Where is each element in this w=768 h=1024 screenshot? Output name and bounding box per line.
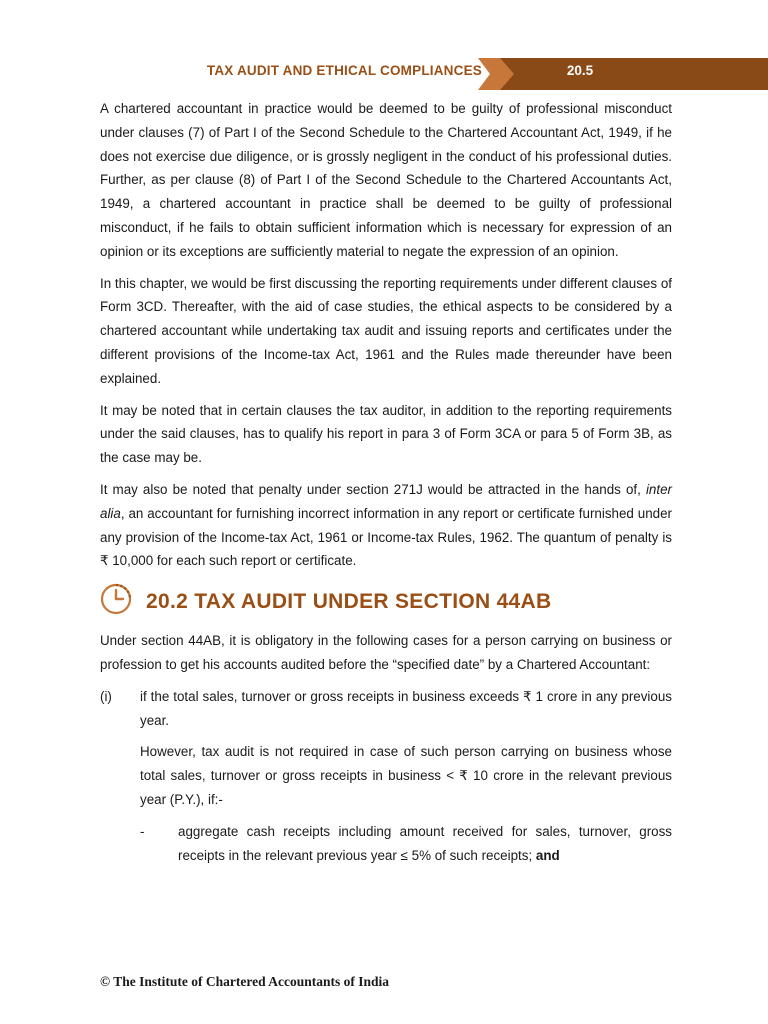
list-item-i [100, 685, 672, 868]
paragraph-penalty [100, 478, 672, 573]
list-label: (i) [100, 688, 112, 704]
page-header [0, 0, 768, 100]
sub-item-body: aggregate cash receipts including amount received for sales, turnover, gross receipts in the relevant previous year ≤ 5% of such receipts; [178, 823, 672, 863]
clock-icon [98, 581, 134, 617]
paragraph-qualification: It may be noted that in certain clauses the tax auditor, in addition to the reporting requirements under the said clauses, has to qualify his report in para 3 of Form 3CA or para 5 of Form 3B, as the case may be. [100, 402, 672, 466]
penalty-text-start: It may also be noted that penalty under section 271J would be attracted in the hands of, [100, 481, 646, 497]
page-footer: © The Institute of Chartered Accountants of India [100, 974, 389, 989]
main-content [100, 97, 672, 875]
penalty-text-end: , an accountant for furnishing incorrect information in any report or certificate furnished under any provision of the Income-tax Act, 1961 or Income-tax Rules, 1962. The quantum of penalty is ₹ 10,000 for each such report or certificate. [100, 505, 672, 569]
paragraph-misconduct: A chartered accountant in practice would be deemed to be guilty of professional misconduct under clauses (7) of Part I of the Second Schedule to the Chartered Accountant Act, 1949, if he does not exercise due diligence, or is grossly negligent in the conduct of his professional duties. Further, as per clause (8) of Part I of the Second Schedule to the Chartered Accountants Act, 1949, a chartered accountant in practice shall be deemed to be guilty of professional misconduct, if he fails to obtain sufficient information which is necessary for expression of an opinion or its exceptions are sufficiently material to negate the expression of an opinion. [100, 101, 672, 259]
header-band [478, 58, 768, 90]
running-title: TAX AUDIT AND ETHICAL COMPLIANCES [206, 63, 482, 78]
page-number: 20.5 [566, 63, 594, 78]
section-heading [100, 581, 672, 629]
sub-list-item [140, 820, 672, 868]
list-item-note: However, tax audit is not required in case of such person carrying on business whose total sales, turnover or gross receipts in business < ₹ 10 crore in the relevant previous year (P.Y.), if:- [140, 744, 672, 807]
list-item-text: if the total sales, turnover or gross receipts in business exceeds ₹ 1 crore in any previous year. [140, 688, 672, 728]
sub-item-text [178, 820, 672, 868]
section-intro: Under section 44AB, it is obligatory in the following cases for a person carrying on business or profession to get his accounts audited before the “specified date” by a Chartered Accountant: [100, 633, 672, 672]
sub-item-dash: - [140, 823, 145, 839]
section-title: 20.2 TAX AUDIT UNDER SECTION 44AB [146, 590, 552, 614]
paragraph-chapter-overview: In this chapter, we would be first discussing the reporting requirements under different clauses of Form 3CD. Thereafter, with the aid of case studies, the ethical aspects to be considered by a chartered accountant while undertaking tax audit and issuing reports and certificates under the different provisions of the Income-tax Act, 1961 and the Rules made thereunder have been explained. [100, 275, 672, 386]
sub-item-conjunction: and [535, 847, 560, 863]
penalty-italic: inter alia [100, 481, 672, 521]
